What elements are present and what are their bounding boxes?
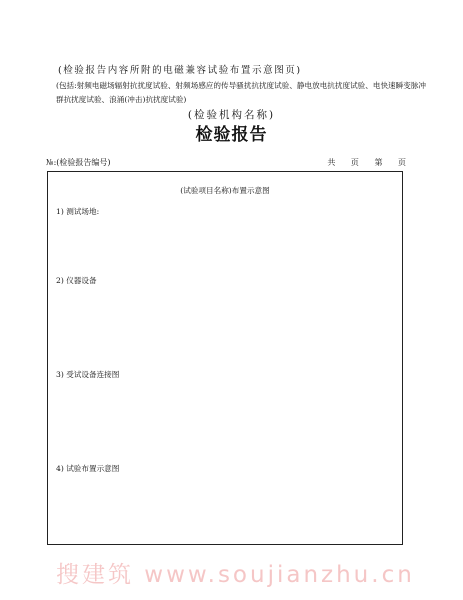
inspection-org-name: (检验机构名称) xyxy=(187,109,276,121)
page-count xyxy=(314,157,406,168)
section-equipment: 2) 仪器设备 xyxy=(56,276,97,285)
page-title: 检验报告 xyxy=(195,125,268,145)
page-total-unit: 页 xyxy=(350,158,359,167)
section-eut-connection: 3) 受试设备连接图 xyxy=(56,370,120,379)
section-test-layout: 4) 试验布置示意图 xyxy=(56,464,120,473)
report-meta-row xyxy=(46,157,406,171)
page-total-label: 共 xyxy=(327,158,336,167)
page-current-label: 第 xyxy=(374,158,383,167)
section-test-site: 1) 测试场地: xyxy=(56,207,100,216)
attachment-note-body: (包括:射频电磁场辐射抗扰度试验、射频场感应的传导骚扰抗扰度试验、静电放电抗扰度试验、电快速瞬变脉冲群抗扰度试验、浪涌(冲击)抗扰度试验) xyxy=(56,81,427,104)
watermark: 搜建筑 www.soujianzhu.cn xyxy=(56,562,415,588)
report-number: №:(检验报告编号) xyxy=(46,158,111,167)
diagram-frame xyxy=(47,171,403,545)
attachment-note-title: (检验报告内容所附的电磁兼容试验布置示意图页) xyxy=(58,65,302,76)
frame-title: (试验项目名称)布置示意图 xyxy=(180,186,270,195)
page-current-unit: 页 xyxy=(398,158,406,167)
